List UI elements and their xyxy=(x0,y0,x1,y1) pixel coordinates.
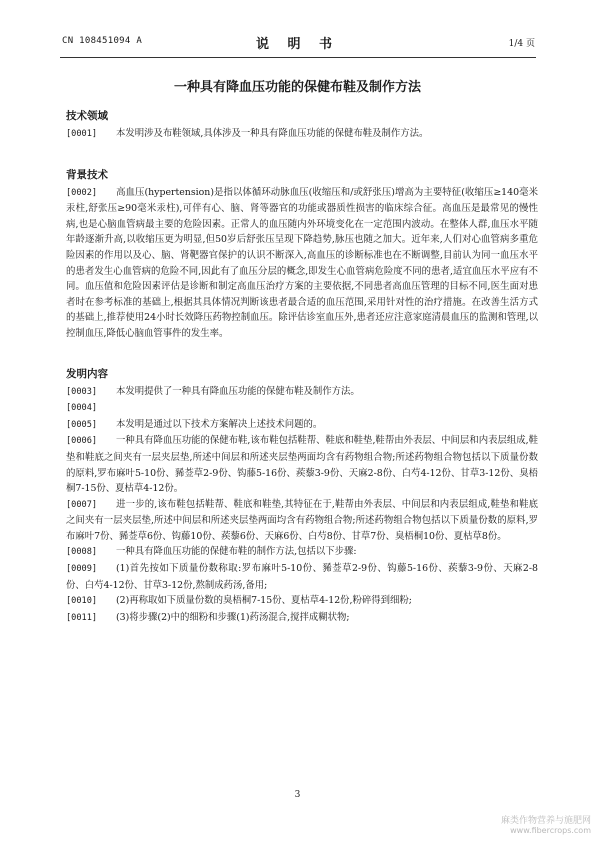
paragraph xyxy=(66,185,538,342)
paragraph-number: [0010] xyxy=(66,596,98,607)
paragraph xyxy=(66,544,538,561)
page-number: 3 xyxy=(294,790,301,800)
watermark-site-name: 麻类作物营养与施肥网 xyxy=(500,816,591,826)
paragraph-number: [0001] xyxy=(66,129,98,139)
doc-number: CN 108451094 A xyxy=(62,36,143,46)
page-header xyxy=(0,34,595,52)
paragraph xyxy=(66,561,538,593)
paragraph-number: [0011] xyxy=(66,612,98,623)
paragraph-number: [0006] xyxy=(66,436,98,447)
document-title: 一种具有降血压功能的保健布鞋及制作方法 xyxy=(173,80,421,95)
paragraph-number: [0002] xyxy=(66,187,98,198)
paragraph xyxy=(66,400,538,417)
paragraph-text: 一种具有降血压功能的保健布鞋,该布鞋包括鞋帮、鞋底和鞋垫,鞋帮由外表层、中间层和内表层组成,鞋垫和鞋底之间夹有一层夹层垫,所述中间层和所述夹层垫两面均含有药物组合物;所述药物组合物包括以下质量份数的原料,罗布麻叶5-10份、豨莶草2-9份、钩藤5-16份、蒺藜3-9份、天麻2-8份、白芍4-12份、甘草3-12份、臭梧桐7-15份、夏枯草4-12份。 xyxy=(66,435,538,495)
paragraph-number: [0005] xyxy=(66,419,98,430)
paragraph xyxy=(66,497,538,545)
paragraph-text: 进一步的,该布鞋包括鞋帮、鞋底和鞋垫,其特征在于,鞋帮由外表层、中间层和内表层组成,鞋垫和鞋底之间夹有一层夹层垫,所述中间层和所述夹层垫两面均含有药物组合物;所述药物组合物包括以下质量份数的原料,罗布麻叶7份、豨莶草6份、钩藤10份、蒺藜6份、天麻6份、白芍8份、甘草7份、臭梧桐10份、夏枯草8份。 xyxy=(66,498,538,542)
page-count: 1/4 页 xyxy=(508,39,535,49)
paragraph-number: [0007] xyxy=(66,499,98,510)
paragraph-text: 高血压(hypertension)是指以体循环动脉血压(收缩压和/或舒张压)增高为主要特征(收缩压≥140毫米汞柱,舒张压≥90毫米汞柱),可伴有心、脑、肾等器官的功能或器质性损害的临床综合征。高血压是最常见的慢性病,也是心脑血管病最主要的危险因素。正常人的血压随内外环境变化在一定范围内波动。在整体人群,血压水平随年龄逐渐升高,以收缩压更为明显,但50岁后舒张压呈现下降趋势,脉压也随之加大。近年来,人们对心血管病多重危险因素的作用以及心、脑、肾靶器官保护的认识不断深入,高血压的诊断标准也在不断调整,目前认为同一血压水平的患者发生心血管病的危险不同,因此有了血压分层的概念,即发生心血管病危险度不同的患者,适宜血压水平应有不同。血压值和危险因素评估是诊断和制定高血压治疗方案的主要依据,不同患者高血压管理的目标不同,医生面对患者时在参考标准的基础上,根据其具体情况判断该患者最合适的血压范围,采用针对性的治疗措施。在改善生活方式的基础上,推荐使用24小时长效降压药物控制血压。除评估诊室血压外,患者还应注意家庭清晨血压的监测和管理,以控制血压,降低心脑血管事件的发生率。 xyxy=(66,186,538,339)
paragraph-number: [0008] xyxy=(66,547,98,558)
header-rule xyxy=(60,57,536,58)
paragraph-text: 本发明提供了一种具有降血压功能的保健布鞋及制作方法。 xyxy=(116,385,360,397)
paragraph xyxy=(66,610,538,627)
paragraph xyxy=(66,593,538,610)
paragraph-text: (1)首先按如下质量份数称取:罗布麻叶5-10份、豨莶草2-9份、钩藤5-16份、蒺藜3-9份、天麻2-8份、白芍4-12份、甘草3-12份,熬制成药汤,备用; xyxy=(66,563,538,591)
paragraph-text: 一种具有降血压功能的保健布鞋的制作方法,包括以下步骤: xyxy=(116,546,357,558)
paragraph-number: [0003] xyxy=(66,386,98,397)
paragraph-text: 本发明涉及布鞋领域,具体涉及一种具有降血压功能的保健布鞋及制作方法。 xyxy=(116,128,429,139)
watermark-url: www.fibercrops.com xyxy=(510,826,591,835)
section-heading-invention-content: 发明内容 xyxy=(66,367,108,380)
section-heading-technical-field: 技术领域 xyxy=(66,110,108,122)
paragraph-number: [0009] xyxy=(66,564,98,575)
doc-type: 说 明 书 xyxy=(255,37,340,52)
document-body xyxy=(66,108,538,626)
paragraph-text: (2)再称取如下质量份数的臭梧桐7-15份、夏枯草4-12份,粉碎得到细粉; xyxy=(116,595,412,607)
paragraph-number: [0004] xyxy=(66,403,98,414)
paragraph-text: (3)将步骤(2)中的细粉和步骤(1)药汤混合,搅拌成糊状物; xyxy=(116,611,350,623)
paragraph xyxy=(66,433,538,496)
paragraph-text: 本发明是通过以下技术方案解决上述技术问题的。 xyxy=(116,418,323,430)
paragraph xyxy=(66,126,538,143)
watermark xyxy=(501,816,591,836)
paragraph xyxy=(66,417,538,434)
paragraph xyxy=(66,384,538,401)
section-heading-background: 背景技术 xyxy=(66,168,108,181)
